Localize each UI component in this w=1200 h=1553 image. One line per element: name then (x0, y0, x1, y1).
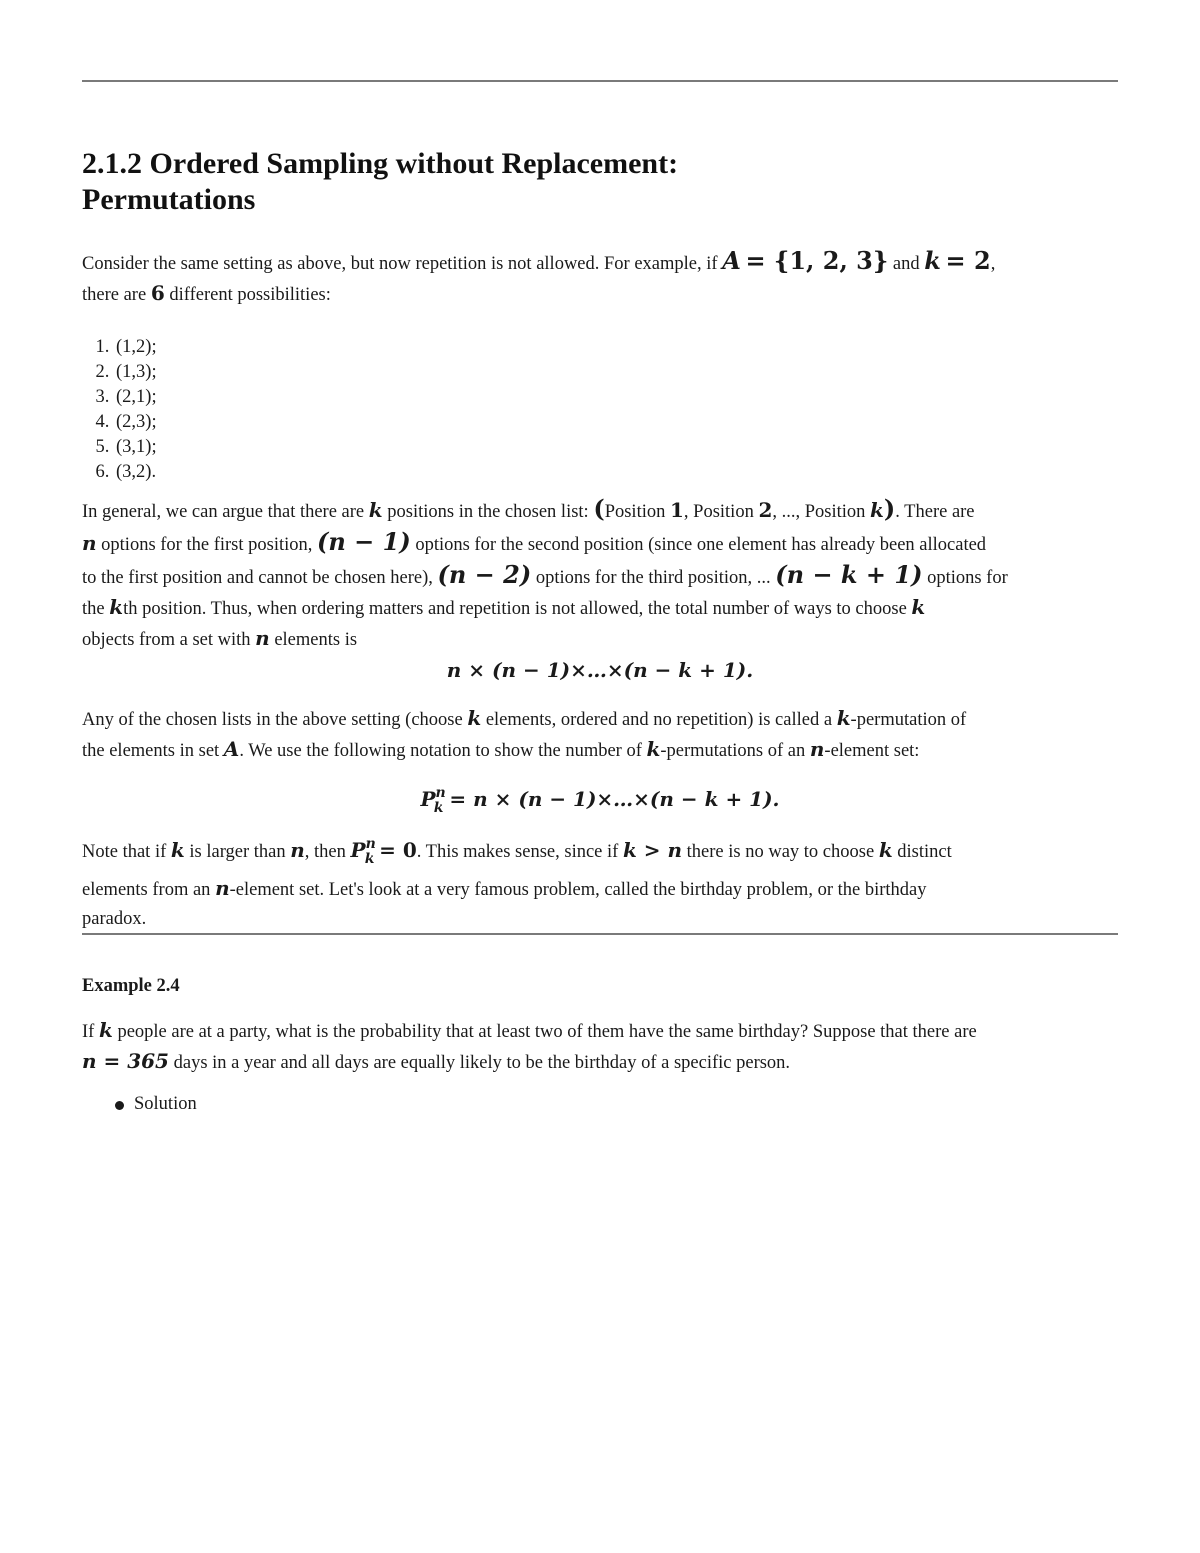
text: -element set: (824, 741, 920, 761)
math-rparen: ) (883, 494, 896, 523)
math-sub-k: k (433, 800, 444, 816)
text: different possibilities: (164, 285, 331, 305)
list-item: 1. (1,2); (114, 335, 1118, 360)
text: Consider the same setting as above, but now repetition is not allowed. For example, if (82, 254, 723, 274)
text: objects from a set with (82, 630, 256, 650)
math-product: = n × (n − 1)×…×(n − k + 1). (449, 787, 780, 811)
math-sub-k: k (364, 851, 375, 867)
math-n-minus-2: (n − 2) (437, 560, 532, 589)
text: options for the third position, ... (531, 568, 776, 588)
text: In general, we can argue that there are (82, 502, 369, 522)
math-k: k (646, 737, 661, 761)
math-sup-n: n (365, 836, 376, 852)
math-A: A (722, 246, 741, 275)
math-P: P (420, 787, 436, 811)
solution-list (82, 1092, 1118, 1117)
page-title (82, 146, 1118, 218)
section-heading (82, 146, 1118, 218)
math-n: n (215, 876, 230, 900)
math-k: k (170, 838, 185, 862)
math-6: 6 (150, 281, 165, 305)
math-k: k (878, 838, 893, 862)
solution-label[interactable]: Solution (134, 1094, 197, 1114)
text: options for the first position, (96, 535, 317, 555)
text: elements, ordered and no repetition) is called a (481, 710, 837, 730)
text: elements from an (82, 880, 216, 900)
intro-paragraph (82, 246, 1118, 310)
math-A: A (223, 737, 240, 761)
example-paragraph (82, 1016, 1118, 1078)
text: options for (922, 568, 1008, 588)
text: people are at a party, what is the probability that at least two of them have the same birthday? Suppose that there are (112, 1022, 977, 1042)
math-k: k (836, 706, 851, 730)
text: there are (82, 285, 151, 305)
example-title-wrap (82, 972, 1118, 1001)
text: If (82, 1022, 99, 1042)
text: , (990, 254, 996, 274)
math-k: k (98, 1018, 113, 1042)
math-n: n (82, 531, 97, 555)
text: to the first position and cannot be chosen here), (82, 568, 438, 588)
math-k: k (911, 595, 926, 619)
text: -element set. Let's look at a very famous problem, called the birthday problem, or the birthday (229, 880, 927, 900)
list-item: 4. (2,3); (114, 410, 1118, 435)
text: -permutation of (850, 710, 967, 730)
math-sup-n: n (435, 785, 446, 801)
math-lparen: ( (593, 494, 605, 523)
text: distinct (892, 842, 952, 862)
bullet-icon (115, 1101, 124, 1110)
math-k: k (870, 498, 884, 522)
math-k: k (924, 246, 941, 275)
text: , then (304, 842, 351, 862)
text: , Position (683, 502, 759, 522)
list-item: 2. (1,3); (114, 360, 1118, 385)
text: Any of the chosen lists in the above setting (choose (82, 710, 468, 730)
math-n-minus-k-plus-1: (n − k + 1) (775, 560, 923, 589)
text: . There are (895, 502, 975, 522)
title-line-1: 2.1.2 Ordered Sampling without Replacement: (82, 147, 679, 180)
example-title: Example 2.4 (82, 976, 180, 996)
math-n-minus-1: (n − 1) (317, 527, 411, 556)
math-n: n (290, 838, 305, 862)
text: is larger than (184, 842, 291, 862)
math-k: k (109, 595, 124, 619)
text: Position (604, 502, 670, 522)
general-paragraph (82, 494, 1118, 655)
kperm-paragraph (82, 704, 1118, 766)
text: Note that if (82, 842, 171, 862)
math-n-365: n = 365 (82, 1049, 169, 1073)
top-divider (82, 80, 1118, 82)
math-n: n (255, 626, 270, 650)
text: th position. Thus, when ordering matters and repetition is not allowed, the total number of ways to choose (123, 599, 912, 619)
solution-list-wrap (82, 1092, 1118, 1117)
list-item: 6. (3,2). (114, 460, 1118, 485)
title-line-2: Permutations (82, 183, 256, 216)
math-n: n (809, 737, 825, 761)
text: options for the second position (since one element has already been allocated (410, 535, 987, 555)
solution-toggle[interactable] (134, 1092, 1118, 1117)
math-k-gt-n: k > n (622, 838, 683, 862)
math-set: = {1, 2, 3} (745, 246, 889, 275)
list-item: 3. (2,1); (114, 385, 1118, 410)
text: , ..., Position (772, 502, 871, 522)
text: the elements in set (82, 741, 224, 761)
math-2: 2 (758, 498, 773, 522)
text: the (82, 599, 110, 619)
math-eq-0: = 0 (379, 838, 417, 862)
math-eq-2: = 2 (945, 246, 991, 275)
display-equation-1 (82, 655, 1118, 685)
text: . This makes sense, since if (416, 842, 623, 862)
text: . We use the following notation to show the number of (239, 741, 647, 761)
possibilities-list (82, 335, 1118, 485)
text: days in a year and all days are equally likely to be the birthday of a specific person. (168, 1053, 791, 1073)
math-k: k (368, 498, 383, 522)
math-k: k (467, 706, 482, 730)
section-divider (82, 933, 1118, 935)
text: there is no way to choose (682, 842, 879, 862)
list-item: 5. (3,1); (114, 435, 1118, 460)
math-1: 1 (669, 498, 684, 522)
text: elements is (269, 630, 358, 650)
text: -permutations of an (660, 741, 810, 761)
possibilities-list-wrap (82, 335, 1118, 485)
display-equation-2 (82, 778, 1118, 823)
math-P: P (350, 838, 366, 862)
text: paradox. (82, 909, 147, 929)
text: positions in the chosen list: (382, 502, 594, 522)
note-paragraph (82, 830, 1118, 934)
math-product: n × (n − 1)×…×(n − k + 1). (446, 658, 754, 682)
text: and (888, 254, 925, 274)
